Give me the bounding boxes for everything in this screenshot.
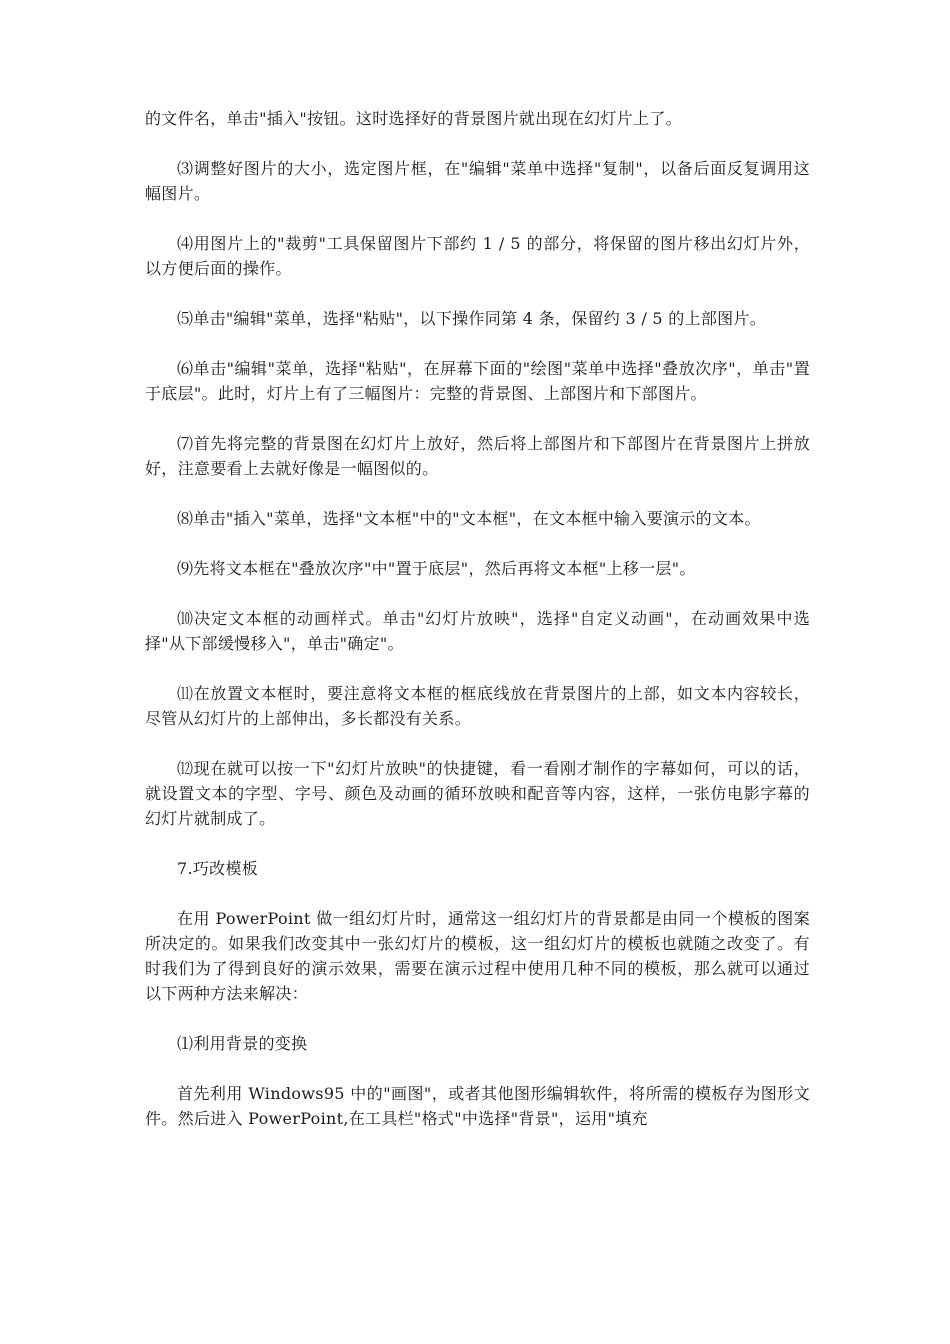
section-intro-paragraph: 在用 PowerPoint 做一组幻灯片时，通常这一组幻灯片的背景都是由同一个模板的图案所决定的。如果我们改变其中一张幻灯片的模板，这一组幻灯片的模板也就随之改变了。有时我们为了得到良好的演示效果，需要在演示过程中使用几种不同的模板，那么就可以通过以下两种方法来解决：: [145, 909, 810, 1003]
step-6-paragraph: ⑹单击"编辑"菜单，选择"粘贴"，在屏幕下面的"绘图"菜单中选择"叠放次序"，单击"置于底层"。此时，灯片上有了三幅图片：完整的背景图、上部图片和下部图片。: [145, 359, 810, 403]
step-7-paragraph: ⑺首先将完整的背景图在幻灯片上放好，然后将上部图片和下部图片在背景图片上拼放好，注意要看上去就好像是一幅图似的。: [145, 434, 810, 478]
section-heading: 7.巧改模板: [177, 859, 259, 878]
step-9-paragraph: ⑼先将文本框在"叠放次序"中"置于底层"，然后再将文本框"上移一层"。: [177, 559, 696, 578]
step-12-paragraph: ⑿现在就可以按一下"幻灯片放映"的快捷键，看一看刚才制作的字幕如何，可以的话，就设置文本的字型、字号、颜色及动画的循环放映和配音等内容，这样，一张仿电影字幕的幻灯片就制成了。: [145, 759, 810, 828]
method-1-paragraph: 首先利用 Windows95 中的"画图"，或者其他图形编辑软件，将所需的模板存为图形文件。然后进入 PowerPoint,在工具栏"格式"中选择"背景"，运用"填充: [145, 1084, 810, 1128]
method-1-heading: ⑴利用背景的变换: [177, 1034, 308, 1053]
step-8-paragraph: ⑻单击"插入"菜单，选择"文本框"中的"文本框"，在文本框中输入要演示的文本。: [177, 509, 761, 528]
step-10-paragraph: ⑽决定文本框的动画样式。单击"幻灯片放映"，选择"自定义动画"，在动画效果中选择"从下部缓慢移入"，单击"确定"。: [145, 609, 810, 653]
step-4-paragraph: ⑷用图片上的"裁剪"工具保留图片下部约 1 / 5 的部分，将保留的图片移出幻灯片外，以方便后面的操作。: [145, 234, 810, 278]
paragraph-continuation: 的文件名，单击"插入"按钮。这时选择好的背景图片就出现在幻灯片上了。: [145, 109, 682, 128]
step-11-paragraph: ⑾在放置文本框时，要注意将文本框的框底线放在背景图片的上部，如文本内容较长，尽管从幻灯片的上部伸出，多长都没有关系。: [145, 684, 810, 728]
step-3-paragraph: ⑶调整好图片的大小，选定图片框，在"编辑"菜单中选择"复制"，以备后面反复调用这幅图片。: [145, 159, 810, 203]
document-page: [145, 106, 810, 1156]
step-5-paragraph: ⑸单击"编辑"菜单，选择"粘贴"，以下操作同第 4 条，保留约 3 / 5 的上部图片。: [177, 309, 767, 328]
